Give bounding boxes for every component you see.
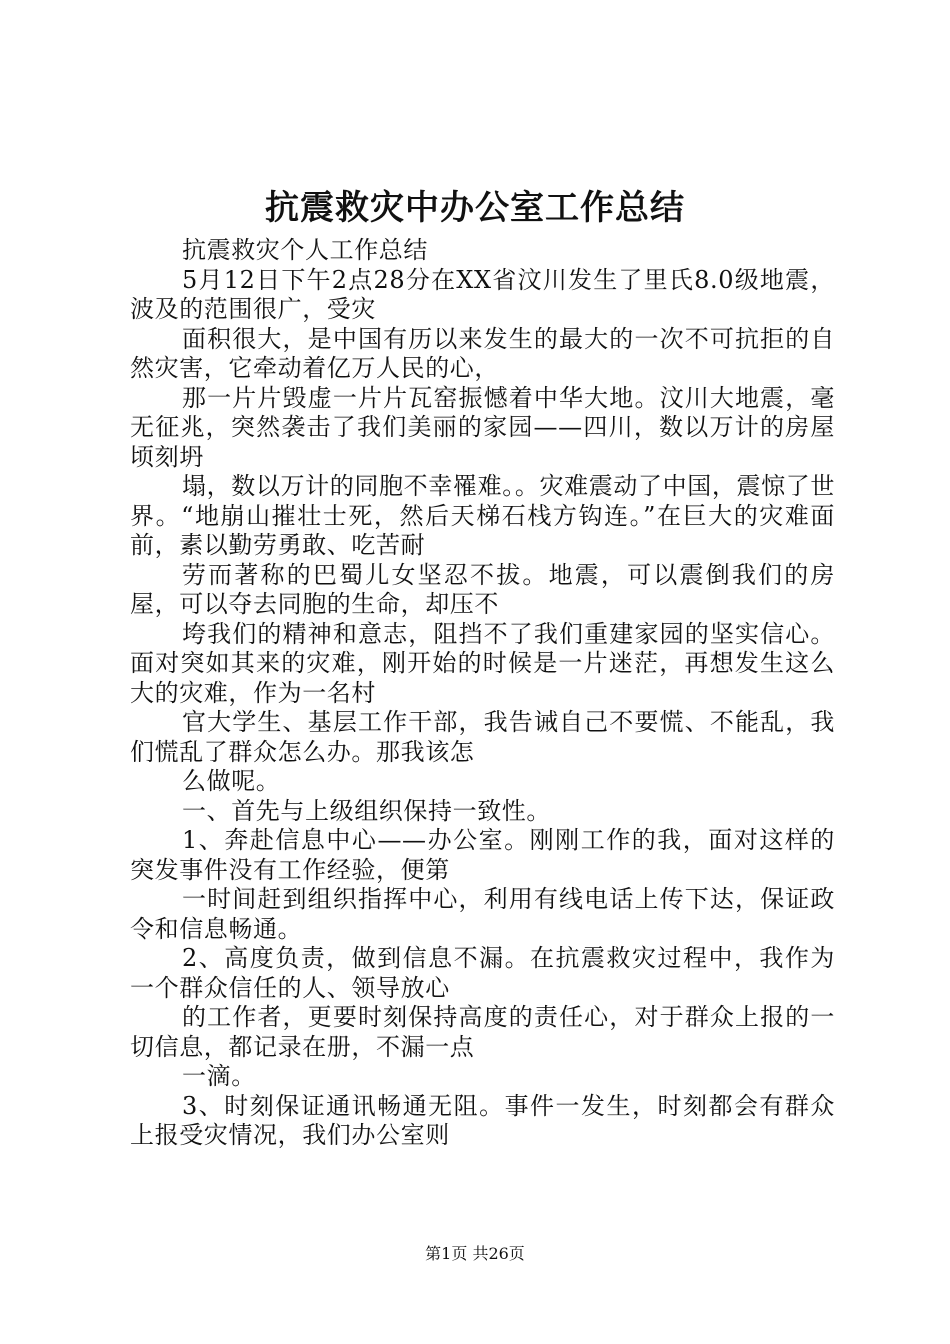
paragraph: 劳而著称的巴蜀儿女坚忍不拔。地震，可以震倒我们的房屋，可以夺去同胞的生命，却压不 [130, 560, 835, 618]
document-body [130, 236, 835, 1151]
paragraph: 垮我们的精神和意志，阻挡不了我们重建家园的坚实信心。面对突如其来的灾难，刚开始的时候是一片迷茫，再想发生这么大的灾难，作为一名村 [130, 619, 835, 707]
paragraph: 面积很大，是中国有历以来发生的最大的一次不可抗拒的自然灾害，它牵动着亿万人民的心， [130, 324, 835, 382]
document-title: 抗震救灾中办公室工作总结 [265, 188, 685, 228]
paragraph: 么做呢。 [182, 767, 281, 795]
paragraph: 抗震救灾个人工作总结 [182, 236, 428, 264]
paragraph: 的工作者，更要时刻保持高度的责任心，对于群众上报的一切信息，都记录在册，不漏一点 [130, 1003, 835, 1061]
paragraph: 2、高度负责，做到信息不漏。在抗震救灾过程中，我作为一个群众信任的人、领导放心 [130, 944, 835, 1002]
paragraph: 一时间赶到组织指挥中心，利用有线电话上传下达，保证政令和信息畅通。 [130, 885, 835, 943]
paragraph: 一、首先与上级组织保持一致性。 [182, 796, 551, 825]
paragraph: 那一片片毁虚一片片瓦窑振憾着中华大地。汶川大地震，毫无征兆，突然袭击了我们美丽的家园——四川，数以万计的房屋顷刻坍 [130, 383, 835, 471]
paragraph: 塌，数以万计的同胞不幸罹难。。灾难震动了中国，震惊了世界。“地崩山摧壮士死，然后天梯石栈方钩连。”在巨大的灾难面前，素以勤劳勇敢、吃苦耐 [130, 472, 835, 559]
paragraph: 5月12日下午2点28分在XX省汶川发生了里氏8.0级地震，波及的范围很广，受灾 [130, 265, 835, 323]
paragraph: 一滴。 [182, 1062, 256, 1090]
paragraph: 3、时刻保证通讯畅通无阻。事件一发生，时刻都会有群众上报受灾情况，我们办公室则 [130, 1091, 835, 1149]
paragraph: 官大学生、基层工作干部，我告诫自己不要慌、不能乱，我们慌乱了群众怎么办。那我该怎 [130, 708, 835, 766]
page-number: 第1页 共26页 [425, 1244, 525, 1263]
paragraph: 1、奔赴信息中心——办公室。刚刚工作的我，面对这样的突发事件没有工作经验，便第 [130, 826, 835, 884]
